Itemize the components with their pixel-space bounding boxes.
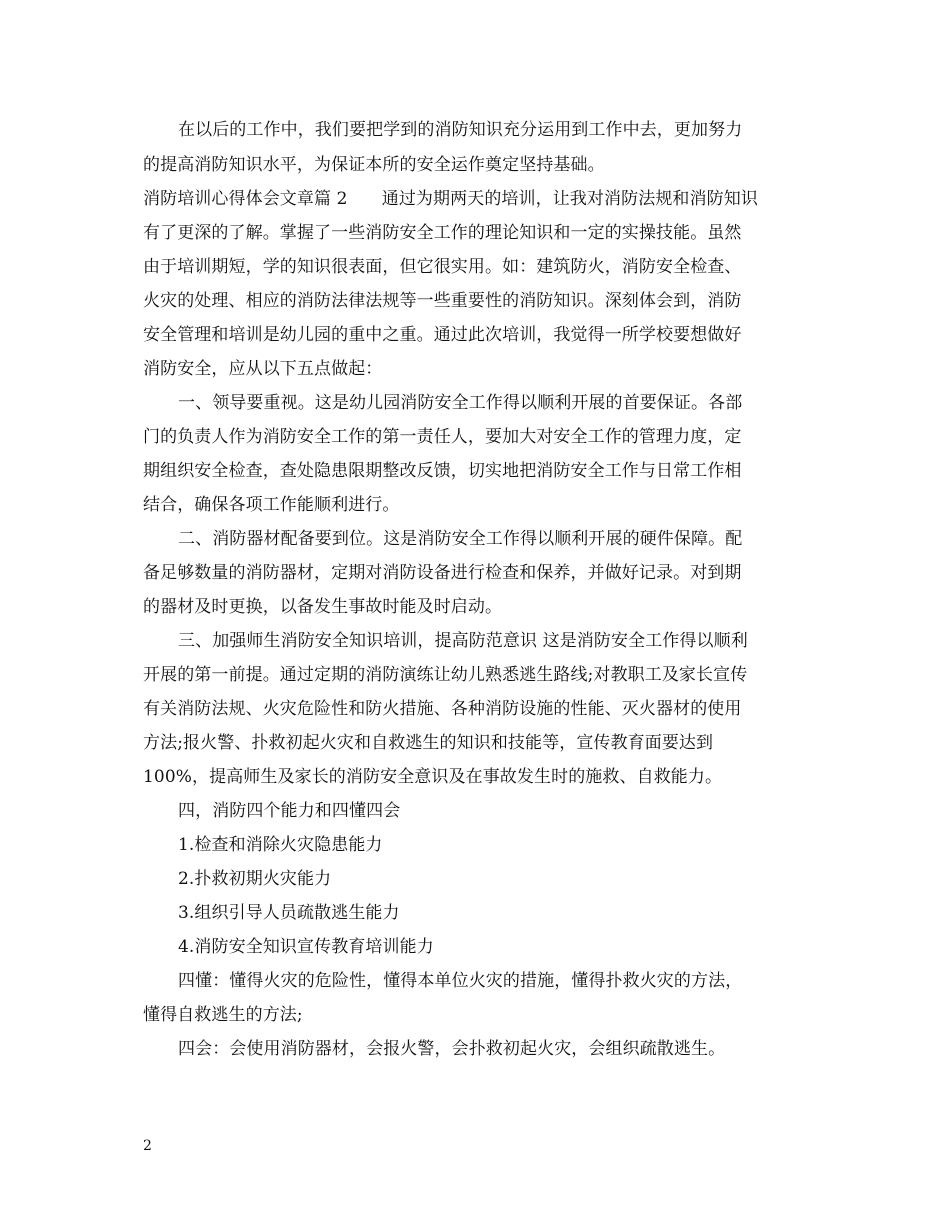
text-line: 四懂：懂得火灾的危险性，懂得本单位火灾的措施，懂得扑救火灾的方法， bbox=[178, 971, 743, 991]
text-line: 期组织安全检查，查处隐患限期整改反馈，切实地把消防安全工作与日常工作相 bbox=[143, 461, 742, 481]
text-line: 的提高消防知识水平，为保证本所的安全运作奠定坚持基础。 bbox=[143, 155, 605, 175]
text-line: 2.扑救初期火灾能力 bbox=[178, 869, 332, 889]
text-line: 门的负责人作为消防安全工作的第一责任人，要加大对安全工作的管理力度，定 bbox=[143, 427, 742, 447]
text-line: 在以后的工作中，我们要把学到的消防知识充分运用到工作中去，更加努力 bbox=[178, 120, 743, 140]
text-line: 三、加强师生消防安全知识培训，提高防范意识 这是消防安全工作得以顺利 bbox=[178, 631, 748, 651]
text-line: 安全管理和培训是幼儿园的重中之重。通过此次培训，我觉得一所学校要想做好 bbox=[143, 325, 742, 345]
text-line: 1.检查和消除火灾隐患能力 bbox=[178, 835, 383, 855]
text-line: 消防安全，应从以下五点做起： bbox=[143, 359, 383, 379]
text-line: 懂得自救逃生的方法; bbox=[143, 1005, 303, 1025]
text-line: 备足够数量的消防器材，定期对消防设备进行检查和保养，并做好记录。对到期 bbox=[143, 563, 742, 583]
text-line: 四会：会使用消防器材，会报火警，会扑救初起火灾，会组织疏散逃生。 bbox=[178, 1039, 726, 1059]
text-line: 方法;报火警、扑救初起火灾和自救逃生的知识和技能等，宣传教育面要达到 bbox=[143, 733, 714, 753]
text-line: 火灾的处理、相应的消防法律法规等一些重要性的消防知识。深刻体会到，消防 bbox=[143, 291, 742, 311]
text-line: 100%，提高师生及家长的消防安全意识及在事故发生时的施救、自救能力。 bbox=[143, 767, 723, 787]
text-line: 消防培训心得体会文章篇 2 通过为期两天的培训，让我对消防法规和消防知识 bbox=[143, 189, 758, 209]
text-line: 的器材及时更换，以备发生事故时能及时启动。 bbox=[143, 597, 503, 617]
text-line: 有了更深的了解。掌握了一些消防安全工作的理论知识和一定的实操技能。虽然 bbox=[143, 223, 742, 243]
text-line: 四，消防四个能力和四懂四会 bbox=[178, 801, 401, 821]
text-line: 开展的第一前提。通过定期的消防演练让幼儿熟悉逃生路线;对教职工及家长宣传 bbox=[143, 665, 748, 685]
text-line: 4.消防安全知识宣传教育培训能力 bbox=[178, 937, 434, 957]
text-line: 由于培训期短，学的知识很表面，但它很实用。如：建筑防火，消防安全检查、 bbox=[143, 257, 742, 277]
text-line: 有关消防法规、火灾危险性和防火措施、各种消防设施的性能、灭火器材的使用 bbox=[143, 699, 742, 719]
text-line: 结合，确保各项工作能顺利进行。 bbox=[143, 495, 400, 515]
text-line: 二、消防器材配备要到位。这是消防安全工作得以顺利开展的硬件保障。配 bbox=[178, 529, 743, 549]
text-line: 3.组织引导人员疏散逃生能力 bbox=[178, 903, 400, 923]
text-line: 一、领导要重视。这是幼儿园消防安全工作得以顺利开展的首要保证。各部 bbox=[178, 393, 743, 413]
page-number: 2 bbox=[143, 1138, 152, 1154]
